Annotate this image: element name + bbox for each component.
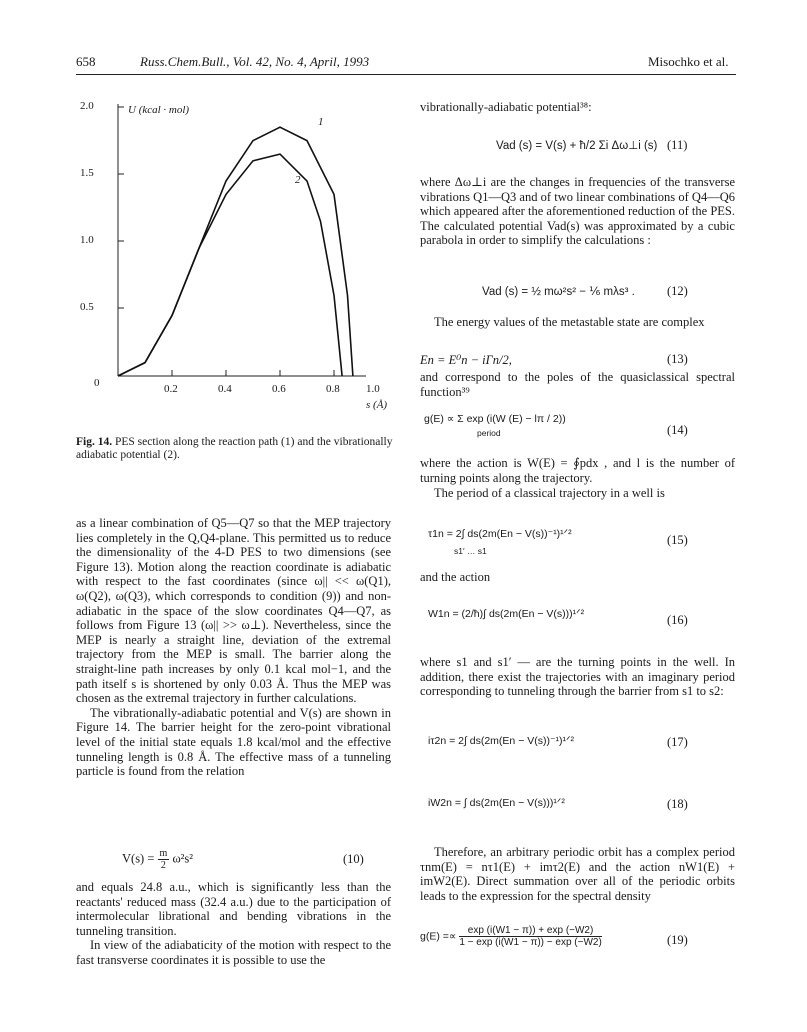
eq10-fraction xyxy=(158,848,170,871)
eq10-right: ω²s² xyxy=(172,851,194,866)
eq10-den: 2 xyxy=(160,860,166,871)
equation-14-number: (14) xyxy=(667,423,688,437)
equation-15: τ1n = 2∫ ds(2m(En − V(s))⁻¹)¹ᐟ² xyxy=(428,528,572,540)
equation-17-number: (17) xyxy=(667,735,688,749)
equation-13: En = E⁰n − iΓn/2, xyxy=(420,353,512,367)
equation-19 xyxy=(420,925,602,948)
equation-15-number: (15) xyxy=(667,533,688,547)
eq19-fraction xyxy=(459,925,602,948)
right-text-6: The period of a classical trajectory in a well is xyxy=(434,486,665,500)
right-text-4: and correspond to the poles of the quasiclassical spectral function³⁹ xyxy=(420,370,735,399)
eq19-num: exp (i(W1 − π)) + exp (−W2) xyxy=(459,925,602,937)
equation-11: Vad (s) = V(s) + ħ/2 Σi Δω⊥i (s) xyxy=(496,140,658,152)
paragraph: The vibrationally-adiabatic potential and V(s) are shown in Figure 14. The barrier height for the zero-point vibrational level of the initial state equals 1.8 kcal/mol and the effective tunneling length is 0.8 Å. The effective mass of a tunneling particle is found from the relation xyxy=(76,705,391,779)
right-text-8: where s1 and s1′ — are the turning points in the well. In addition, there exist the trajectories with an imaginary period corresponding to tunneling through the barrier from s1 to s2: xyxy=(420,655,735,699)
curve-2-line xyxy=(118,154,342,376)
header-rule xyxy=(76,74,736,75)
x-tick-label: 0.2 xyxy=(164,383,178,395)
figure-caption-label: Fig. 14. xyxy=(76,436,113,448)
journal-citation: Russ.Chem.Bull., Vol. 42, No. 4, April, 1993 xyxy=(140,54,370,69)
y-tick-label: 0.5 xyxy=(80,301,94,313)
equation-18: iW2n = ∫ ds(2m(En − V(s)))¹ᐟ² xyxy=(428,797,565,809)
x-axis-label: s (Å) xyxy=(366,399,388,411)
equation-10 xyxy=(122,848,193,871)
curve-1-line xyxy=(118,127,353,376)
y-tick-label: 0 xyxy=(94,377,100,389)
y-tick-label: 2.0 xyxy=(80,100,94,112)
equation-14-subscript: period xyxy=(477,428,501,438)
equation-11-number: (11) xyxy=(667,138,688,152)
right-text-3: The energy values of the metastable state are complex xyxy=(434,315,705,329)
paragraph: as a linear combination of Q5—Q7 so that the MEP trajectory lies completely in the Q,Q4-plane. This permitted us to reduce the dimensionality of the 4-D PES to two dimensions (see Figure 13). Motion along the reaction coordinate is adiabatic with respect to the fast coordinates (since ω|| << ω(Q1), ω(Q2), ω(Q3), which corresponds to condition (9)) and non-adiabatic in the space of the slow coordinates Q4—Q7, as follows from Figure 13 (ω|| >> ω⊥). Nevertheless, since the MEP is nearly a straight line, deviation of the extremal trajectory from the MEP is small. The barrier along the straight-line path increases by only 0.1 kcal mol−1, and the path itself s is shortened by only 0.03 Å. Thus the MEP was chosen as the extremal trajectory in further calculations. xyxy=(76,516,391,706)
figure-caption xyxy=(76,436,396,463)
y-tick-label: 1.0 xyxy=(80,234,94,246)
equation-14: g(E) ∝ Σ exp (i(W (E) − lπ / 2)) xyxy=(424,413,566,425)
x-tick-label: 1.0 xyxy=(366,383,380,395)
eq10-left: V(s) = xyxy=(122,851,155,866)
y-tick-label: 1.5 xyxy=(80,167,94,179)
equation-16-number: (16) xyxy=(667,613,688,627)
eq19-den: 1 − exp (i(W1 − π)) − exp (−W2) xyxy=(459,937,602,948)
figure-14-plot xyxy=(76,94,396,424)
equation-17: iτ2n = 2∫ ds(2m(En − V(s))⁻¹)¹ᐟ² xyxy=(428,735,574,747)
equation-19-number: (19) xyxy=(667,933,688,947)
right-text-1: vibrationally-adiabatic potential³⁸: xyxy=(420,100,592,114)
x-tick-label: 0.4 xyxy=(218,383,232,395)
y-axis-label: U (kcal · mol) xyxy=(128,104,190,116)
figure-14 xyxy=(76,94,396,424)
equation-10-number: (10) xyxy=(343,852,364,866)
curve-1-label: 1 xyxy=(318,116,324,128)
left-column-bottom xyxy=(76,880,391,968)
left-column-top xyxy=(76,516,391,779)
equation-12: Vad (s) = ½ mω²s² − ⅙ mλs³ . xyxy=(482,286,635,298)
right-text-7: and the action xyxy=(420,570,491,584)
page-number: 658 xyxy=(76,54,96,69)
eq19-left: g(E) =∝ xyxy=(420,930,457,943)
equation-13-number: (13) xyxy=(667,352,688,366)
paragraph: and equals 24.8 a.u., which is significantly less than the reactants' reduced mass (32.4 a.u.) due to the participation of intermolecular librational and bending vibrations in the tunneling transition. xyxy=(76,880,391,938)
right-text-9: Therefore, an arbitrary periodic orbit has a complex period τnm(E) = nτ1(E) + imτ2(E) and the action nW1(E) + imW2(E). Direct summation over all of the periodic orbits leads to the expression for the spectral density xyxy=(420,845,735,903)
equation-18-number: (18) xyxy=(667,797,688,811)
x-tick-label: 0.8 xyxy=(326,383,340,395)
equation-12-number: (12) xyxy=(667,284,688,298)
authors: Misochko et al. xyxy=(648,54,729,69)
paragraph: In view of the adiabaticity of the motion with respect to the fast transverse coordinates it is possible to use the xyxy=(76,938,391,967)
figure-caption-text: PES section along the reaction path (1) and the vibrationally adiabatic potential (2). xyxy=(76,436,393,462)
eq10-num: m xyxy=(159,848,168,859)
curve-2-label: 2 xyxy=(295,174,301,186)
right-text-5: where the action is W(E) = ∮pdx , and l is the number of turning points along the trajectory. xyxy=(420,456,735,485)
right-text-2: where Δω⊥i are the changes in frequencies of the transverse vibrations Q1—Q3 and of two linear combinations of Q4—Q6 which appeared after the aforementioned reduction of the PES. The calculated potential Vad(s) was approximated by a cubic parabola in order to simplify the calculations : xyxy=(420,175,735,248)
equation-15-limits: s1′ … s1 xyxy=(454,546,487,556)
equation-16: W1n = (2/ħ)∫ ds(2m(En − V(s)))¹ᐟ² xyxy=(428,608,585,620)
x-tick-label: 0.6 xyxy=(272,383,286,395)
